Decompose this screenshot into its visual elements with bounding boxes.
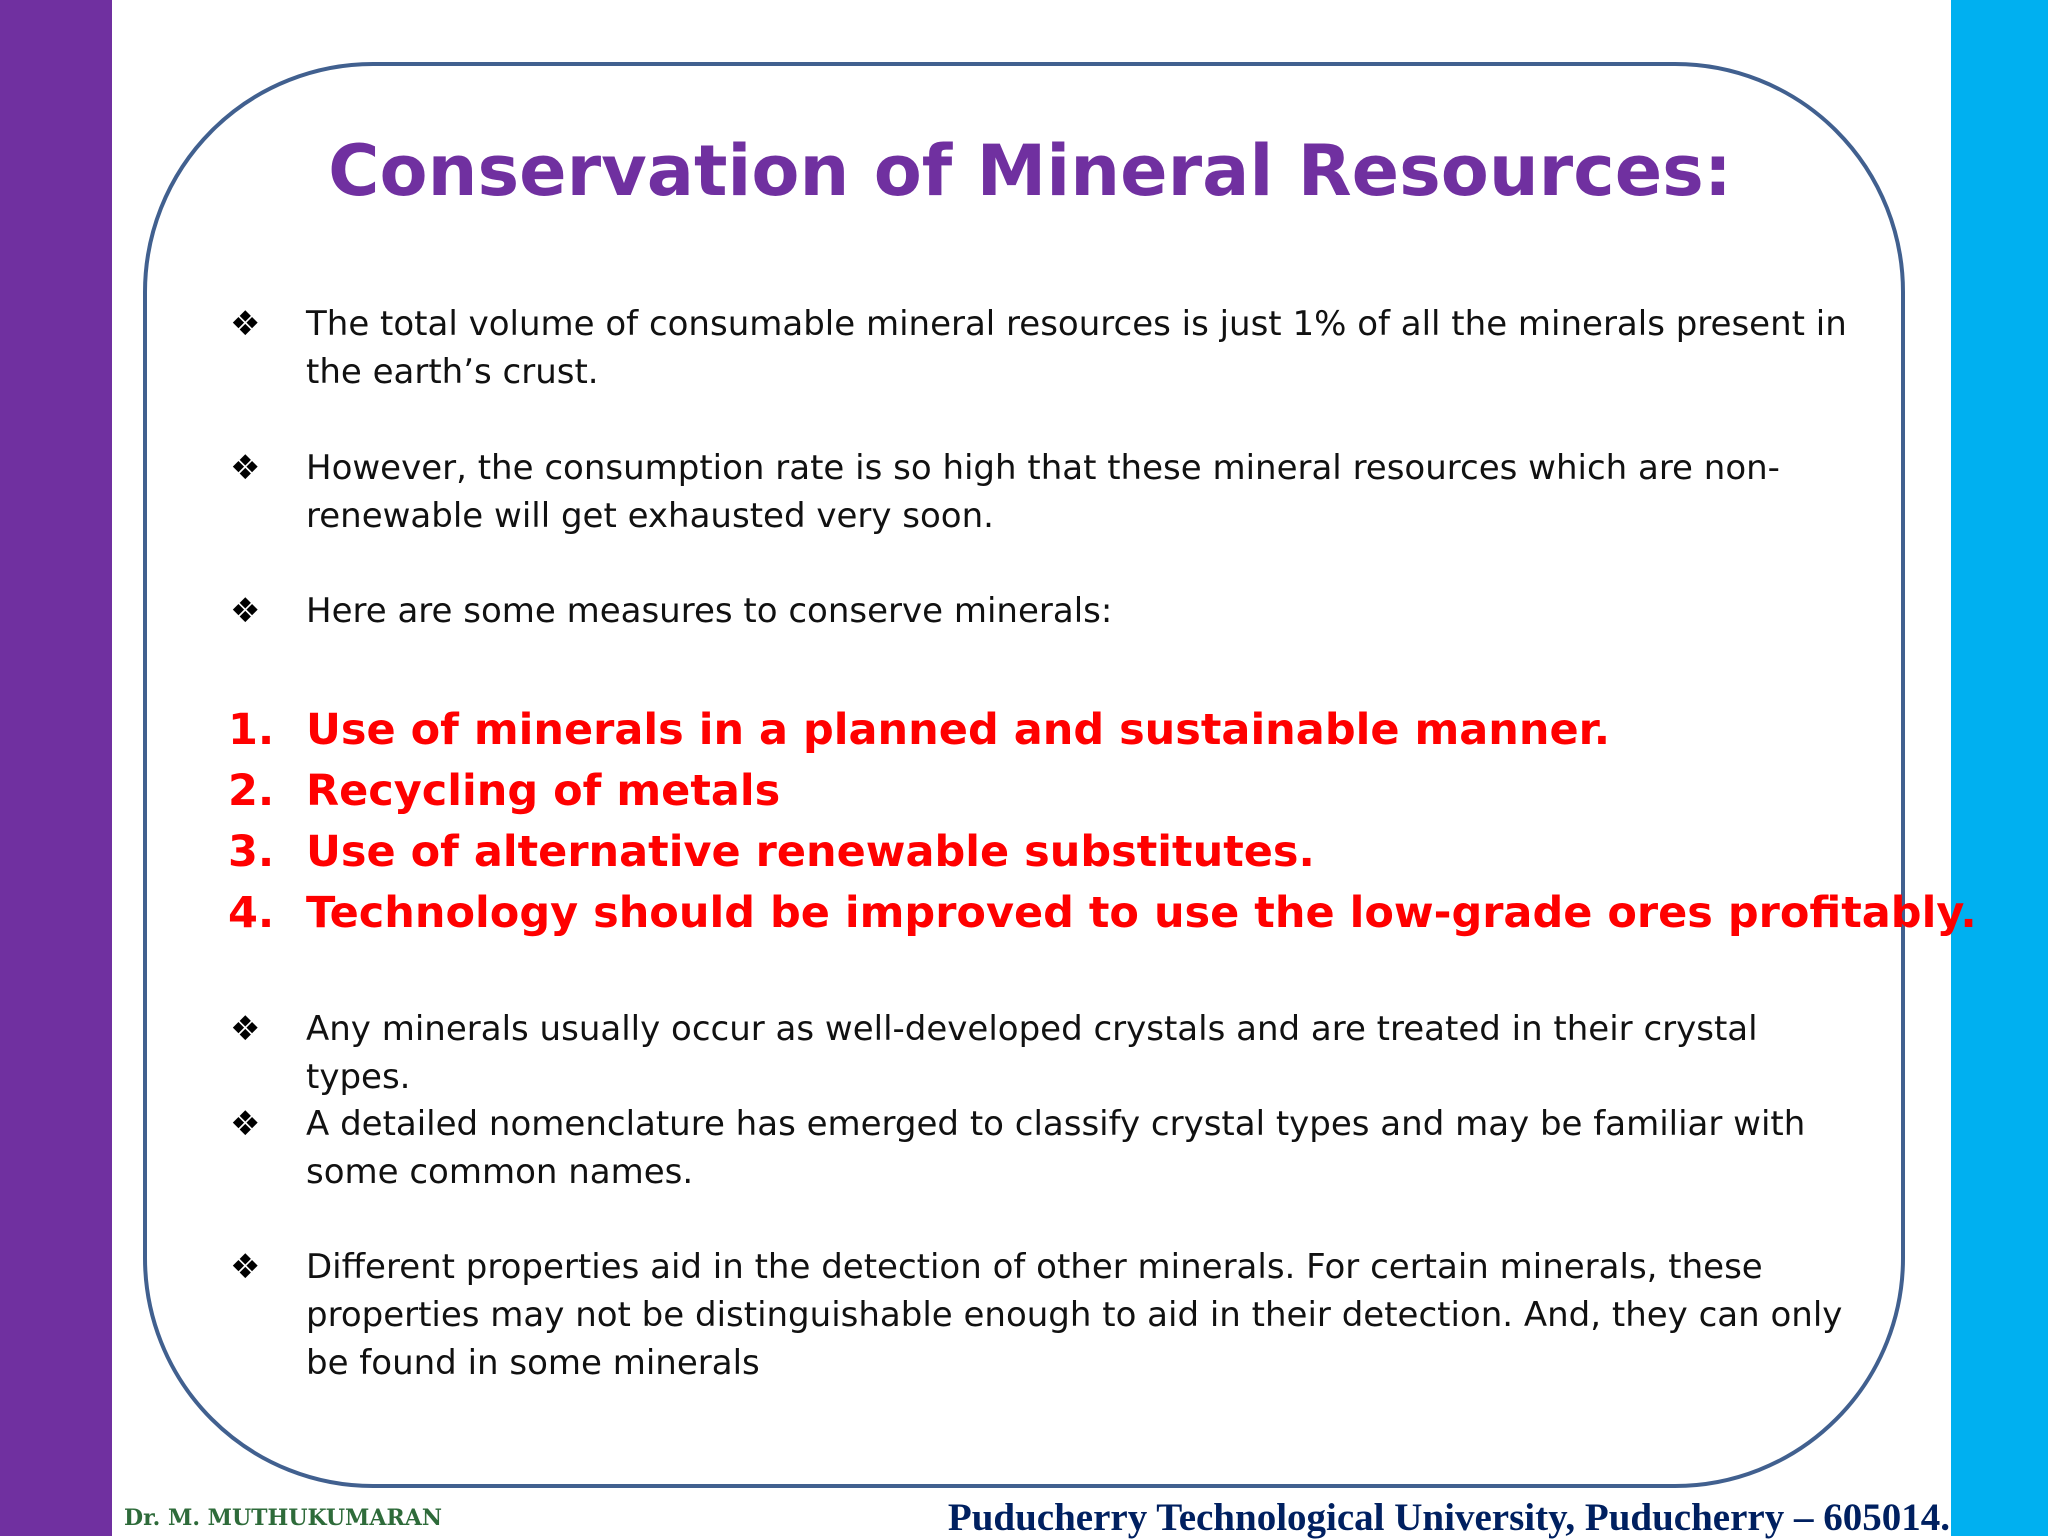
diamond-bullet-icon: ❖: [230, 304, 261, 344]
bullet-text: Different properties aid in the detection of other minerals. For certain minerals, these properties may not be distinguishable enough to aid in their detection. And, they can only be found in some minerals: [306, 1247, 1843, 1383]
diamond-bullet-icon: ❖: [230, 1247, 261, 1287]
measure-item: [228, 700, 1868, 761]
left-accent-bar: [0, 0, 112, 1536]
measure-text: Use of minerals in a planned and sustainable manner.: [306, 705, 1611, 755]
measure-number: 3.: [228, 827, 275, 877]
measure-number: 1.: [228, 705, 275, 755]
bullet-text: The total volume of consumable mineral resources is just 1% of all the minerals present in the earth’s crust.: [306, 304, 1847, 392]
measure-text: Use of alternative renewable substitutes.: [306, 827, 1315, 877]
measure-number: 2.: [228, 766, 275, 816]
conservation-measures-list: [228, 700, 1977, 944]
author-footer: Dr. M. MUTHUKUMARAN: [124, 1505, 442, 1531]
measure-item: [228, 761, 1868, 822]
diamond-bullet-icon: ❖: [230, 1104, 261, 1144]
bullet-text: Any minerals usually occur as well-developed crystals and are treated in their crystal types.: [306, 1009, 1758, 1097]
bullet-text: A detailed nomenclature has emerged to classify crystal types and may be familiar with some common names.: [306, 1104, 1806, 1192]
diamond-bullet-icon: ❖: [230, 1009, 261, 1049]
measure-text: Technology should be improved to use the low-grade ores profitably.: [306, 888, 1977, 938]
right-accent-bar: [1951, 0, 2048, 1536]
slide-title: Conservation of Mineral Resources:: [328, 130, 1732, 212]
bullet-text: Here are some measures to conserve minerals:: [306, 591, 1113, 631]
diamond-bullet-icon: ❖: [230, 448, 261, 488]
bullet-text: However, the consumption rate is so high that these mineral resources which are non-renewable will get exhausted very soon.: [306, 448, 1780, 536]
measure-item: [228, 883, 1977, 944]
institution-footer: Puducherry Technological University, Puducherry – 605014.: [947, 1496, 1950, 1539]
measure-number: 4.: [228, 888, 275, 938]
diamond-bullet-icon: ❖: [230, 591, 261, 631]
measure-item: [228, 822, 1868, 883]
measure-text: Recycling of metals: [306, 766, 781, 816]
